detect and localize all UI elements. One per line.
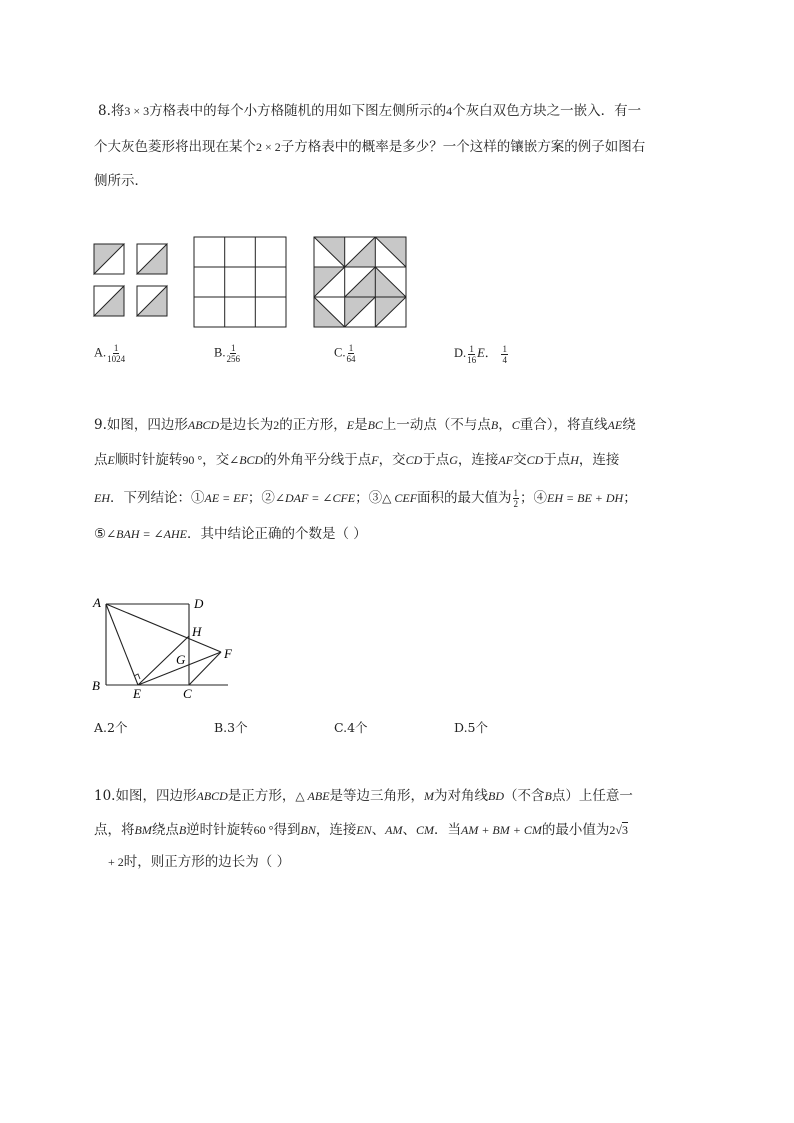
q10-text: 逆时针旋转 bbox=[186, 822, 254, 838]
q10-text: 、 bbox=[402, 822, 416, 838]
option-label: A. bbox=[94, 345, 107, 360]
label-A: A bbox=[93, 595, 101, 610]
q8-option-b[interactable] bbox=[214, 343, 241, 364]
fraction bbox=[346, 343, 355, 364]
math: M bbox=[424, 789, 435, 803]
q10-text: 得到 bbox=[273, 822, 301, 838]
label-C: C bbox=[183, 686, 192, 701]
math: AM bbox=[385, 823, 403, 837]
math: AF bbox=[498, 453, 514, 467]
label-H: H bbox=[192, 624, 202, 639]
q8-line-3: 侧所示． bbox=[94, 173, 148, 189]
math: AM + BM + CM bbox=[461, 823, 542, 837]
q9-geometry-figure bbox=[88, 590, 248, 702]
q8-figure bbox=[90, 233, 420, 331]
math: 90 ° bbox=[182, 453, 203, 467]
option-label: D. bbox=[454, 346, 467, 360]
numerator: 1 bbox=[513, 488, 519, 498]
math: ∠BCD bbox=[229, 453, 264, 467]
math: C bbox=[511, 418, 520, 432]
math: CD bbox=[405, 453, 423, 467]
sqrt-symbol: √ bbox=[615, 823, 622, 837]
math: BM bbox=[134, 823, 152, 837]
q9-text: ，连接 bbox=[457, 452, 499, 468]
q10-text: 是正方形， bbox=[227, 788, 296, 804]
q8-text: 方格表中的每个小方格随机的用如下图左侧所示的 bbox=[149, 103, 447, 119]
q9-text: ；④ bbox=[520, 490, 548, 506]
numerator: 1 bbox=[469, 343, 474, 354]
math: 2 bbox=[609, 823, 616, 837]
q9-text: 于点 bbox=[422, 452, 450, 468]
empty-3x3-grid bbox=[194, 237, 286, 327]
q9-text: ，连接 bbox=[578, 452, 620, 468]
q9-text: 于点 bbox=[543, 452, 571, 468]
math: ABCD bbox=[187, 418, 220, 432]
q8-text: 个灰白双色方块之一嵌入．有一 bbox=[452, 103, 642, 119]
q8-grid-size: 3 × 3 bbox=[124, 104, 150, 118]
q9-text: ；② bbox=[247, 490, 275, 506]
math: AE = EF bbox=[204, 491, 248, 505]
tile-type-1 bbox=[94, 244, 124, 274]
q9-option-c[interactable]: C.4个 bbox=[334, 720, 368, 735]
q9-line-1 bbox=[94, 415, 636, 435]
q8-option-c[interactable] bbox=[334, 343, 356, 364]
q10-text: 是等边三角形， bbox=[329, 788, 425, 804]
q8-text: 子方格表中的概率是多少？一个这样的镶嵌方案的例子如图右 bbox=[280, 139, 646, 155]
q9-text: 上一动点（不与点 bbox=[382, 417, 491, 433]
denominator: 2 bbox=[513, 499, 519, 509]
q9-text: 面积的最大值为 bbox=[417, 490, 512, 506]
math: G bbox=[449, 453, 458, 467]
fraction bbox=[107, 343, 125, 364]
math: B bbox=[544, 789, 552, 803]
math: E bbox=[346, 418, 355, 432]
q9-option-a[interactable]: A.2个 bbox=[94, 720, 128, 735]
tile-type-3 bbox=[94, 286, 124, 316]
q8-subgrid-size: 2 × 2 bbox=[256, 140, 281, 154]
q8-option-a[interactable] bbox=[94, 343, 126, 364]
label-E: E bbox=[133, 686, 141, 701]
q9-text: ；③ bbox=[355, 490, 383, 506]
label-B: B bbox=[92, 678, 100, 693]
math: BD bbox=[488, 789, 505, 803]
q9-text: 绕 bbox=[622, 417, 636, 433]
q10-text: ，连接 bbox=[315, 822, 357, 838]
q9-text: ．其中结论正确的个数是（ ） bbox=[186, 526, 367, 542]
math: 60 ° bbox=[253, 823, 274, 837]
tile-type-4 bbox=[137, 286, 167, 316]
math: ∠BAH = ∠AHE bbox=[106, 527, 187, 541]
q9-text: 9.如图，四边形 bbox=[94, 417, 188, 433]
sqrt-radicand: 3 bbox=[621, 823, 628, 837]
denominator: 1024 bbox=[107, 354, 126, 364]
segment-AE bbox=[106, 604, 138, 685]
q9-text: 点 bbox=[94, 452, 108, 468]
math: EH = BE + DH bbox=[547, 491, 624, 505]
math: + 2 bbox=[108, 855, 124, 869]
numerator: 1 bbox=[230, 343, 236, 353]
denominator: 64 bbox=[346, 354, 356, 364]
math: CM bbox=[416, 823, 434, 837]
label-G: G bbox=[176, 652, 186, 667]
math: BC bbox=[367, 418, 383, 432]
q10-line-1 bbox=[94, 786, 633, 806]
denominator: 4 bbox=[502, 354, 507, 365]
q9-text: ，交 bbox=[202, 452, 230, 468]
q9-text: ．下列结论：① bbox=[110, 490, 205, 506]
math: CD bbox=[526, 453, 544, 467]
math: AE bbox=[607, 418, 623, 432]
q9-text: 交 bbox=[513, 452, 527, 468]
q8-text: 个大灰色菱形将出现在某个 bbox=[94, 139, 256, 155]
math: ∠DAF = ∠CFE bbox=[274, 491, 356, 505]
q9-text: ，交 bbox=[378, 452, 406, 468]
q10-text: （不含 bbox=[504, 788, 545, 804]
math: EN bbox=[356, 823, 372, 837]
q8-line-1 bbox=[98, 101, 641, 121]
numerator: 1 bbox=[348, 343, 354, 353]
math: ABCD bbox=[196, 789, 228, 803]
separator: ． bbox=[484, 346, 498, 360]
option-label: C. bbox=[334, 345, 346, 360]
math: △ ABE bbox=[295, 789, 330, 803]
q10-text: 10.如图，四边形 bbox=[94, 788, 197, 804]
q10-text: 的最小值为 bbox=[541, 822, 610, 838]
denominator: 16 bbox=[467, 354, 477, 365]
option-e-label: E bbox=[477, 346, 485, 360]
math: BN bbox=[300, 823, 316, 837]
example-tiled-grid bbox=[314, 237, 406, 327]
math: 2 bbox=[273, 418, 280, 432]
q10-line-2 bbox=[94, 820, 628, 840]
label-F: F bbox=[224, 646, 232, 661]
q9-text: 顺时针旋转 bbox=[114, 452, 183, 468]
q9-line-4 bbox=[94, 524, 367, 544]
q8-option-d[interactable] bbox=[454, 343, 509, 365]
q10-text: 、 bbox=[371, 822, 386, 838]
q9-text: ⑤ bbox=[94, 526, 107, 542]
q10-text: 为对角线 bbox=[434, 788, 489, 804]
q10-text: 绕点 bbox=[151, 822, 179, 838]
q8-text: 8.将 bbox=[98, 103, 125, 119]
segment-CF bbox=[189, 652, 221, 685]
q9-text: 是边长为 bbox=[219, 417, 274, 433]
math: △ CEF bbox=[382, 491, 418, 505]
label-D: D bbox=[194, 596, 204, 611]
math: E bbox=[107, 453, 115, 467]
fraction bbox=[226, 343, 240, 364]
option-label: B. bbox=[214, 345, 226, 360]
q10-text: 点，将 bbox=[94, 822, 135, 838]
fraction bbox=[513, 488, 520, 509]
q9-text: ， bbox=[498, 417, 512, 433]
q8-count: 4 bbox=[446, 104, 453, 118]
q10-text: 点）上任意一 bbox=[551, 788, 633, 804]
math: B bbox=[490, 418, 499, 432]
q10-line-3 bbox=[108, 852, 290, 872]
numerator: 1 bbox=[113, 343, 119, 353]
math: H bbox=[570, 453, 579, 467]
q8-line-2 bbox=[94, 137, 645, 157]
segment-AF bbox=[106, 604, 221, 652]
tile-type-2 bbox=[137, 244, 167, 274]
math: F bbox=[371, 453, 379, 467]
q9-line-3 bbox=[94, 488, 637, 509]
q9-text: 重合），将直线 bbox=[519, 417, 608, 433]
fraction bbox=[467, 344, 476, 365]
q9-text: 的外角平分线于点 bbox=[263, 452, 372, 468]
fraction bbox=[501, 344, 508, 365]
q9-option-d[interactable]: D.5个 bbox=[454, 720, 489, 735]
q10-text: ．当 bbox=[434, 822, 461, 838]
denominator: 256 bbox=[226, 354, 240, 364]
q9-text: 的正方形， bbox=[279, 417, 347, 433]
q9-option-b[interactable]: B.3个 bbox=[214, 720, 248, 735]
math: B bbox=[178, 823, 187, 837]
q9-text: 是 bbox=[354, 417, 368, 433]
q10-text: 时，则正方形的边长为（ ） bbox=[123, 854, 291, 870]
q9-line-2 bbox=[94, 450, 619, 470]
q9-text: ； bbox=[623, 490, 637, 506]
math: EH bbox=[94, 491, 110, 505]
numerator: 1 bbox=[502, 343, 507, 354]
